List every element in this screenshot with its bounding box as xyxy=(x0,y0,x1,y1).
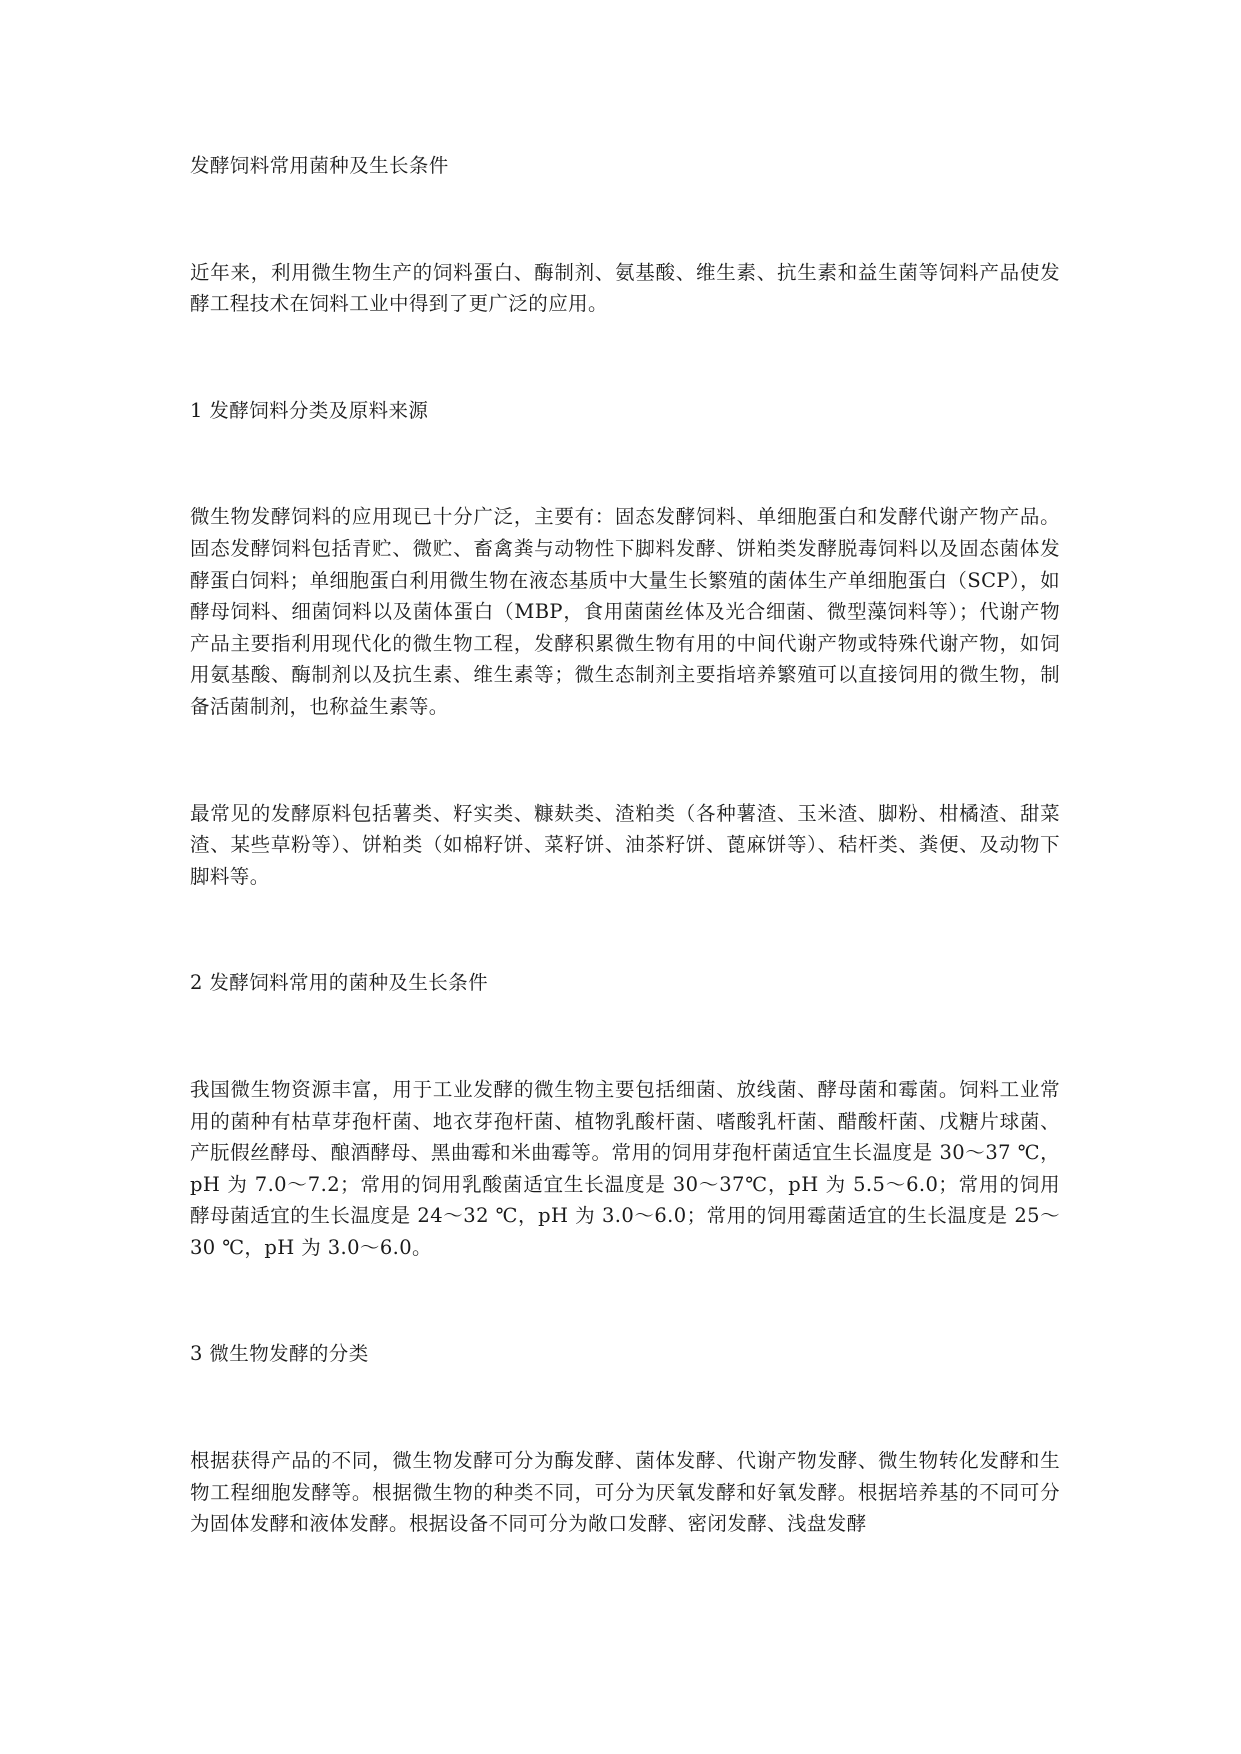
section-2-paragraph-1: 我国微生物资源丰富，用于工业发酵的微生物主要包括细菌、放线菌、酵母菌和霉菌。饲料工业常用的菌种有枯草芽孢杆菌、地衣芽孢杆菌、植物乳酸杆菌、嗜酸乳杆菌、醋酸杆菌、戊糖片球菌、产朊假丝酵母、酿酒酵母、黑曲霉和米曲霉等。常用的饲用芽孢杆菌适宜生长温度是 30～37 ℃，pH 为 7.0～7.2；常用的饲用乳酸菌适宜生长温度是 30～37℃，pH 为 5.5～6.0；常用的饲用酵母菌适宜的生长温度是 24～32 ℃，pH 为 3.0～6.0；常用的饲用霉菌适宜的生长温度是 25～30 ℃，pH 为 3.0～6.0。 xyxy=(190,1077,1060,1259)
section-3-paragraph-1: 根据获得产品的不同，微生物发酵可分为酶发酵、菌体发酵、代谢产物发酵、微生物转化发酵和生物工程细胞发酵等。根据微生物的种类不同，可分为厌氧发酵和好氧发酵。根据培养基的不同可分为固体发酵和液体发酵。根据设备不同可分为敞口发酵、密闭发酵、浅盘发酵 xyxy=(190,1449,1060,1536)
section-1-paragraph-2: 最常见的发酵原料包括薯类、籽实类、糠麸类、渣粕类（各种薯渣、玉米渣、脚粉、柑橘渣、甜菜渣、某些草粉等）、饼粕类（如棉籽饼、菜籽饼、油茶籽饼、蓖麻饼等）、秸杆类、粪便、及动物下脚料等。 xyxy=(190,801,1060,888)
document-title: 发酵饲料常用菌种及生长条件 xyxy=(190,154,449,177)
section-1-heading: 1 发酵饲料分类及原料来源 xyxy=(190,398,429,422)
section-2-heading: 2 发酵饲料常用的菌种及生长条件 xyxy=(190,971,489,995)
document-body xyxy=(190,150,1060,1540)
section-3-heading: 3 微生物发酵的分类 xyxy=(190,1342,369,1366)
intro-paragraph: 近年来，利用微生物生产的饲料蛋白、酶制剂、氨基酸、维生素、抗生素和益生菌等饲料产品使发酵工程技术在饲料工业中得到了更广泛的应用。 xyxy=(190,260,1060,316)
section-1-paragraph-1: 微生物发酵饲料的应用现已十分广泛，主要有：固态发酵饲料、单细胞蛋白和发酵代谢产物产品。固态发酵饲料包括青贮、微贮、畜禽粪与动物性下脚料发酵、饼粕类发酵脱毒饲料以及固态菌体发酵蛋白饲料；单细胞蛋白利用微生物在液态基质中大量生长繁殖的菌体生产单细胞蛋白（SCP），如酵母饲料、细菌饲料以及菌体蛋白（MBP，食用菌菌丝体及光合细菌、微型藻饲料等）；代谢产物产品主要指利用现代化的微生物工程，发酵积累微生物有用的中间代谢产物或特殊代谢产物，如饲用氨基酸、酶制剂以及抗生素、维生素等；微生态制剂主要指培养繁殖可以直接饲用的微生物，制备活菌制剂，也称益生素等。 xyxy=(190,505,1060,718)
